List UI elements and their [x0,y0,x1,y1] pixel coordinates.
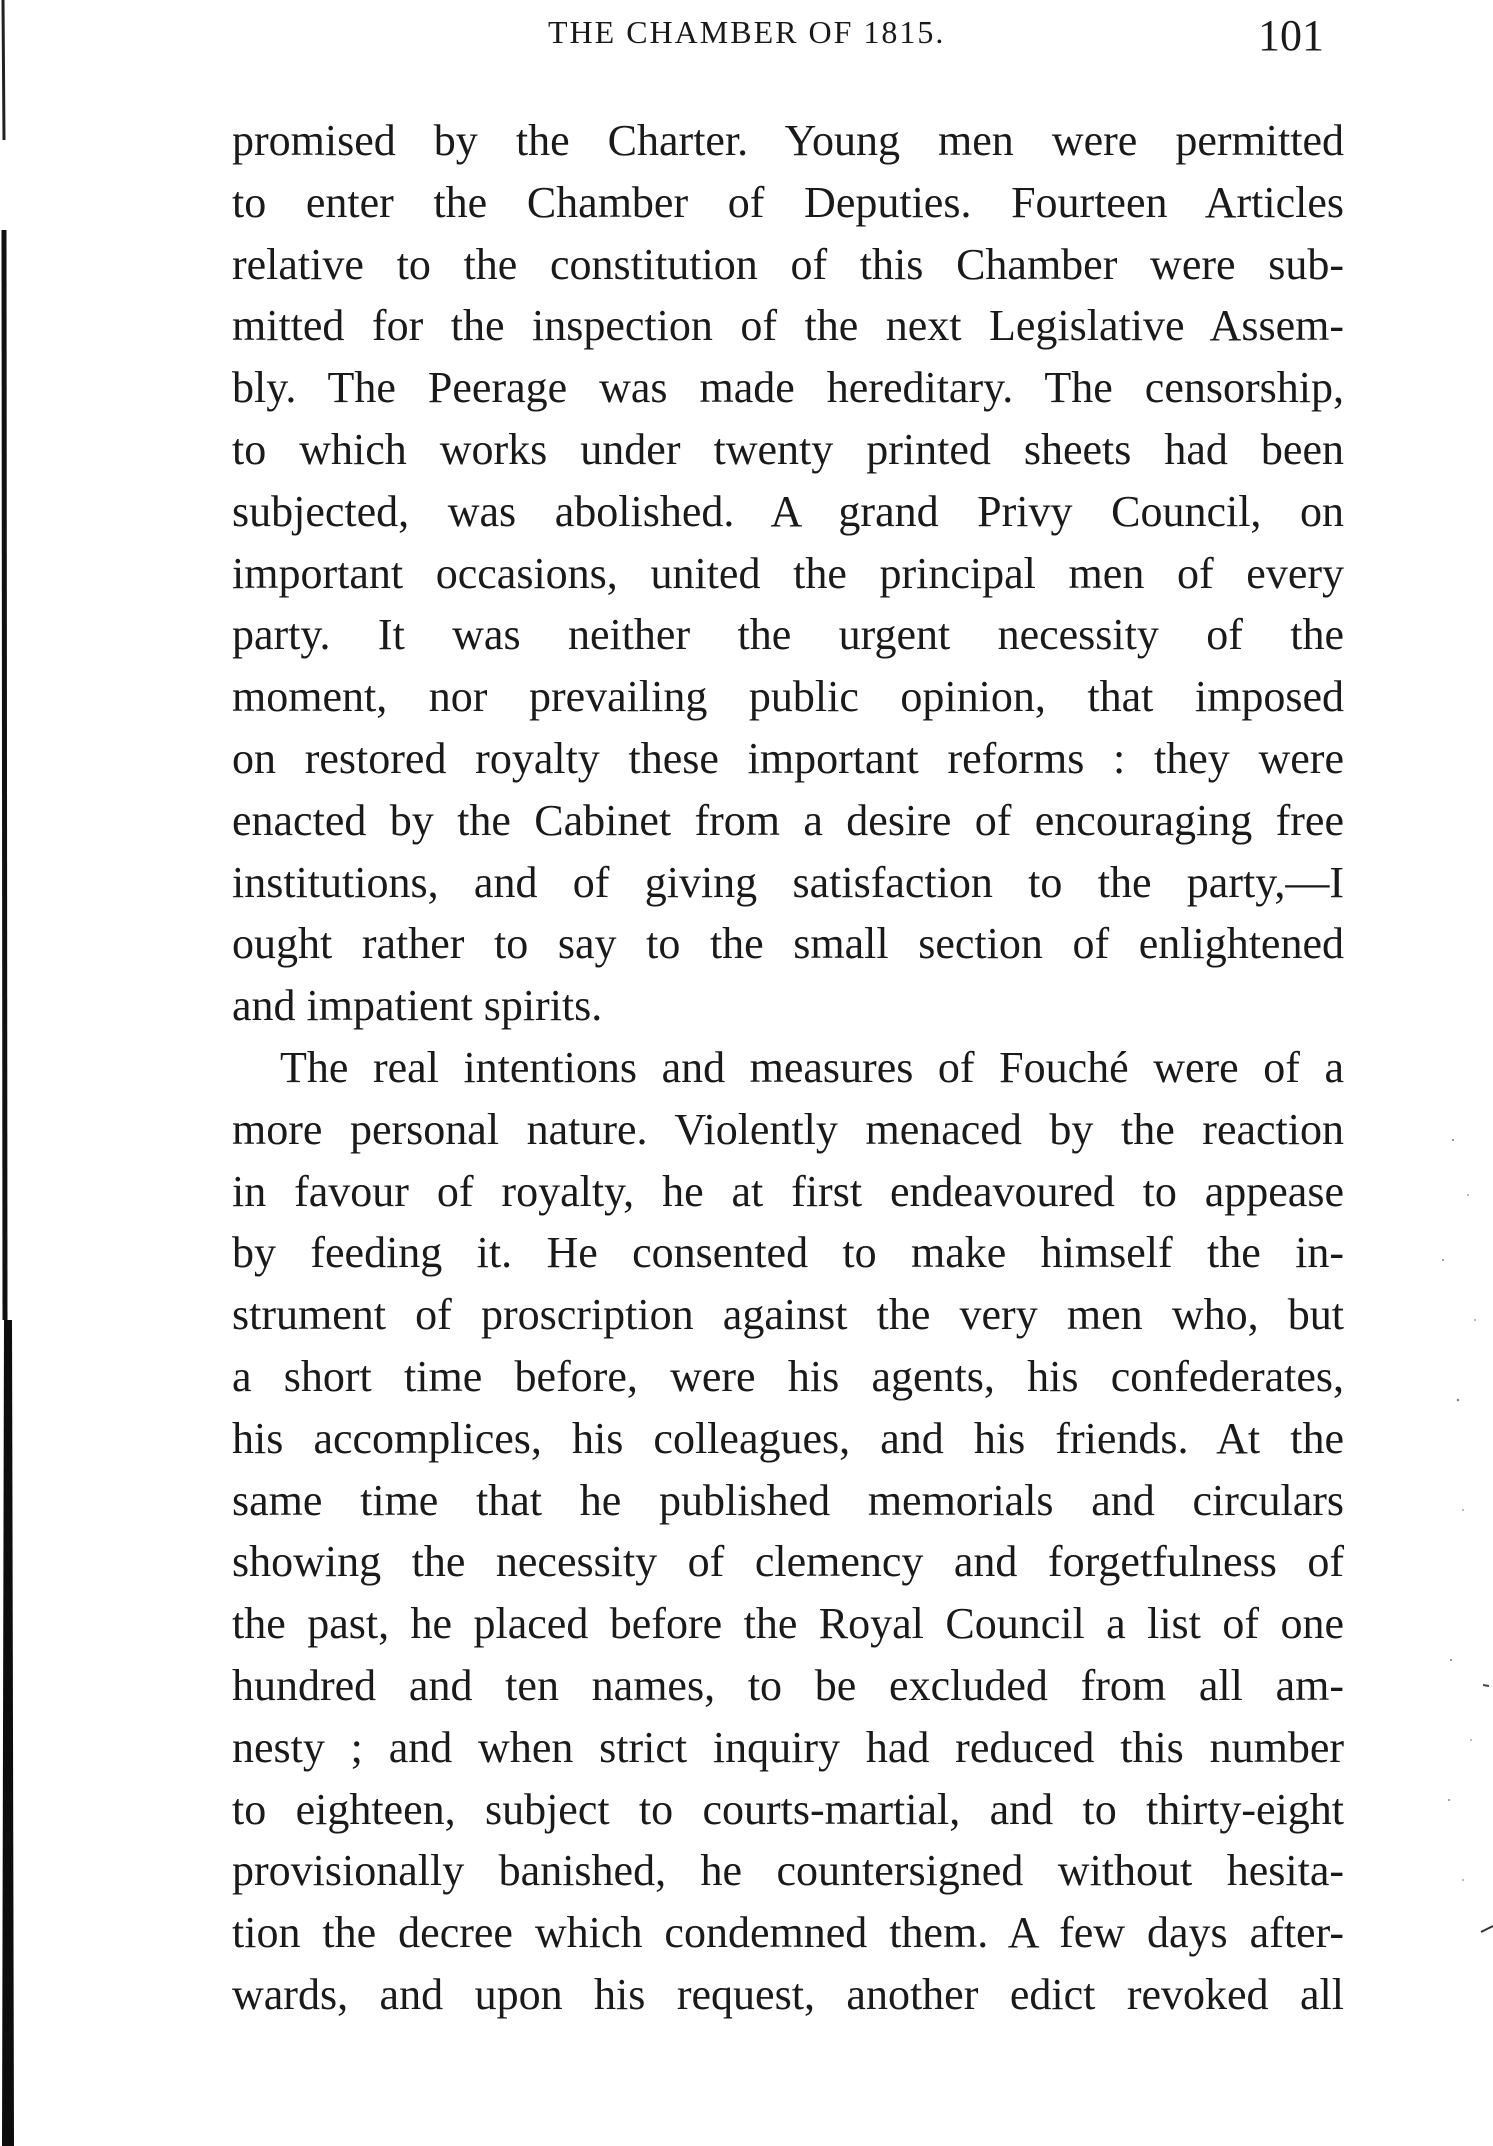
text-line: showing the necessity of clemency and forgetfulness of [232,1537,1344,1587]
text-line: a short time before, were his agents, his confederates, [232,1351,1344,1401]
text-line: his accomplices, his colleagues, and his friends. At the [232,1413,1344,1463]
text-line: nesty ; and when strict inquiry had reduced this number [232,1722,1344,1772]
running-header [0,11,1493,64]
body-text [232,110,1344,2026]
running-title: THE CHAMBER OF 1815. [548,14,946,50]
text-line: in favour of royalty, he at first endeavoured to appease [232,1166,1344,1216]
paragraph [232,110,1344,1037]
text-line: on restored royalty these important reforms : they were [232,733,1344,783]
text-line: mitted for the inspection of the next Legislative Assem- [232,301,1344,351]
text-line: tion the decree which condemned them. A few days after- [232,1908,1344,1958]
text-line: party. It was neither the urgent necessity of the [232,610,1344,660]
text-line: important occasions, united the principal men of every [232,548,1344,598]
text-line: hundred and ten names, to be excluded from all am- [232,1660,1344,1710]
text-line: subjected, was abolished. A grand Privy Council, on [232,486,1344,536]
binding-rule-middle [4,230,5,1320]
binding-shadow-bottom [2,1320,14,2146]
text-line: more personal nature. Violently menaced by the reaction [232,1104,1344,1154]
text-line: and impatient spirits. [232,981,603,1031]
text-line: strument of proscription against the very men who, but [232,1290,1344,1340]
text-line: institutions, and of giving satisfaction to the party,—I [232,857,1344,907]
text-line: enacted by the Cabinet from a desire of encouraging free [232,795,1344,845]
text-line: promised by the Charter. Young men were permitted [232,116,1344,165]
text-line: to eighteen, subject to courts-martial, and to thirty-eight [232,1784,1344,1834]
page-number: 101 [1258,11,1324,60]
paragraph [232,1037,1344,2026]
text-line: by feeding it. He consented to make himself the in- [232,1228,1344,1278]
text-line: The real intentions and measures of Fouché were of a [280,1042,1344,1092]
text-line: the past, he placed before the Royal Council a list of one [232,1599,1344,1649]
text-line: provisionally banished, he countersigned without hesita- [232,1846,1344,1896]
page-edge-specks [1413,1100,1493,2000]
text-line: wards, and upon his request, another edict revoked all [232,1969,1344,2019]
text-line: same time that he published memorials and circulars [232,1475,1344,1525]
text-line: to enter the Chamber of Deputies. Fourteen Articles [232,177,1344,227]
text-line: moment, nor prevailing public opinion, that imposed [232,672,1344,722]
text-line: bly. The Peerage was made hereditary. The censorship, [232,363,1344,413]
text-line: relative to the constitution of this Chamber were sub- [232,239,1344,289]
text-line: ought rather to say to the small section of enlightened [232,919,1344,969]
text-line: to which works under twenty printed sheets had been [232,424,1344,474]
